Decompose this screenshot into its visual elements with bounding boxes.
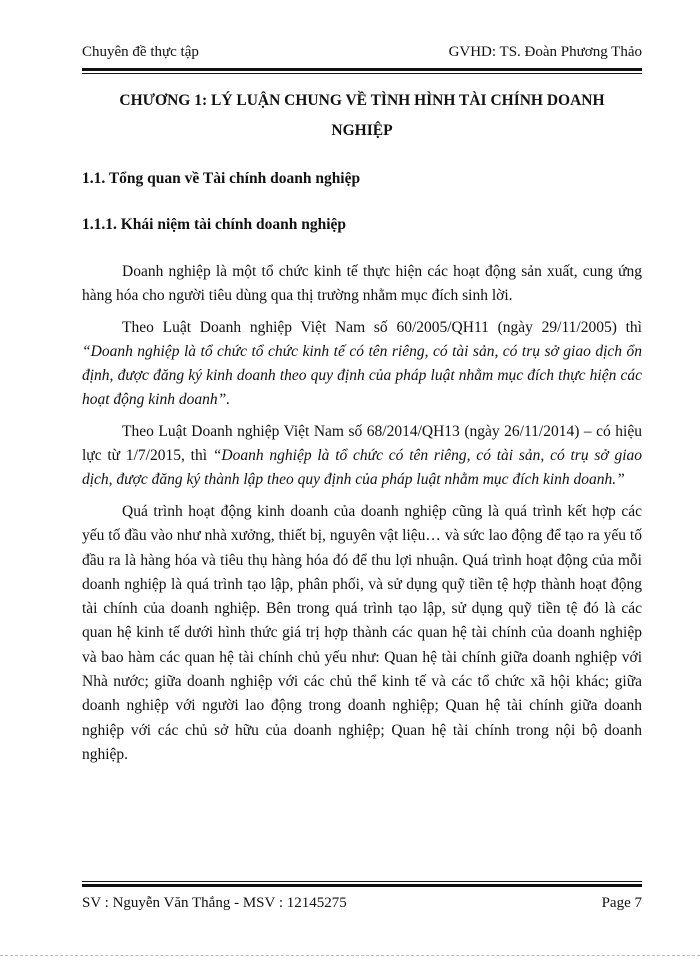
section-heading-1-1: 1.1. Tổng quan về Tài chính doanh nghiệp (82, 170, 361, 187)
paragraph-law-2014 (82, 420, 642, 492)
paragraph-business-process: Quá trình hoạt động kinh doanh của doanh nghiệp cũng là quá trình kết hợp các yếu tố đầu vào như nhà xưởng, thiết bị, nguyên vật liệu… và sức lao động để tạo ra yếu tố đầu ra là hàng hóa và tiêu thụ hàng hóa đó để thu lợi nhuận. Quá trình hoạt động của mỗi doanh nghiệp là quá trình tạo lập, phân phối, và sử dụng quỹ tiền tệ hợp thành hoạt động tài chính của doanh nghiệp. Bên trong quá trình tạo lập, sử dụng quỹ tiền tệ đó là các quan hệ kinh tế dưới hình thức giá trị hợp thành các quan hệ tài chính của doanh nghiệp và bao hàm các quan hệ tài chính chủ yếu như: Quan hệ tài chính giữa doanh nghiệp với Nhà nước; giữa doanh nghiệp với các chủ thể kinh tế và các tổ chức xã hội khác; giữa doanh nghiệp với người lao động trong doanh nghiệp; Quan hệ tài chính giữa doanh nghiệp với các chủ sở hữu của doanh nghiệp; Quan hệ tài chính trong nội bộ doanh nghiệp. (82, 503, 642, 763)
page-header (82, 44, 642, 66)
paragraph-law-2014-quote: “Doanh nghiệp là tổ chức có tên riêng, có tài sản, có trụ sở giao dịch, được đăng ký thành lập theo quy định của pháp luật nhằm mục đích kinh doanh.” (82, 447, 642, 488)
section-heading-1-1-1: 1.1.1. Khái niệm tài chính doanh nghiệp (82, 216, 346, 233)
page-body (82, 86, 642, 767)
header-advisor-label: GVHD: TS. Đoàn Phương Thảo (448, 44, 642, 60)
paragraph-law-2005 (82, 316, 642, 412)
paragraph-law-2014-lead: Theo Luật Doanh nghiệp Việt Nam số 68/2014/QH13 (ngày 26/11/2014) – có hiệu lực từ 1/7/2015, thì (82, 423, 642, 464)
page-number: Page 7 (601, 895, 642, 911)
paragraph-law-2005-lead: Theo Luật Doanh nghiệp Việt Nam số 60/2005/QH11 (ngày 29/11/2005) thì (122, 319, 642, 336)
chapter-title: CHƯƠNG 1: LÝ LUẬN CHUNG VỀ TÌNH HÌNH TÀI CHÍNH DOANH NGHIỆP (119, 92, 605, 139)
footer-student-label: SV : Nguyễn Văn Thắng - MSV : 12145275 (82, 895, 347, 911)
paragraph-law-2005-quote: “Doanh nghiệp là tổ chức tổ chức kinh tế có tên riêng, có tài sản, có trụ sở giao dịch ổn định, được đăng ký kinh doanh theo quy định của pháp luật nhằm mục đích thực hiện các hoạt động kinh doanh”. (82, 343, 642, 408)
page-break-line (0, 955, 700, 956)
paragraph-definition: Doanh nghiệp là một tổ chức kinh tế thực hiện các hoạt động sản xuất, cung ứng hàng hóa cho người tiêu dùng qua thị trường nhằm mục đích sinh lời. (82, 263, 642, 304)
page-footer (82, 895, 642, 917)
header-course-label: Chuyên đề thực tập (82, 44, 199, 60)
